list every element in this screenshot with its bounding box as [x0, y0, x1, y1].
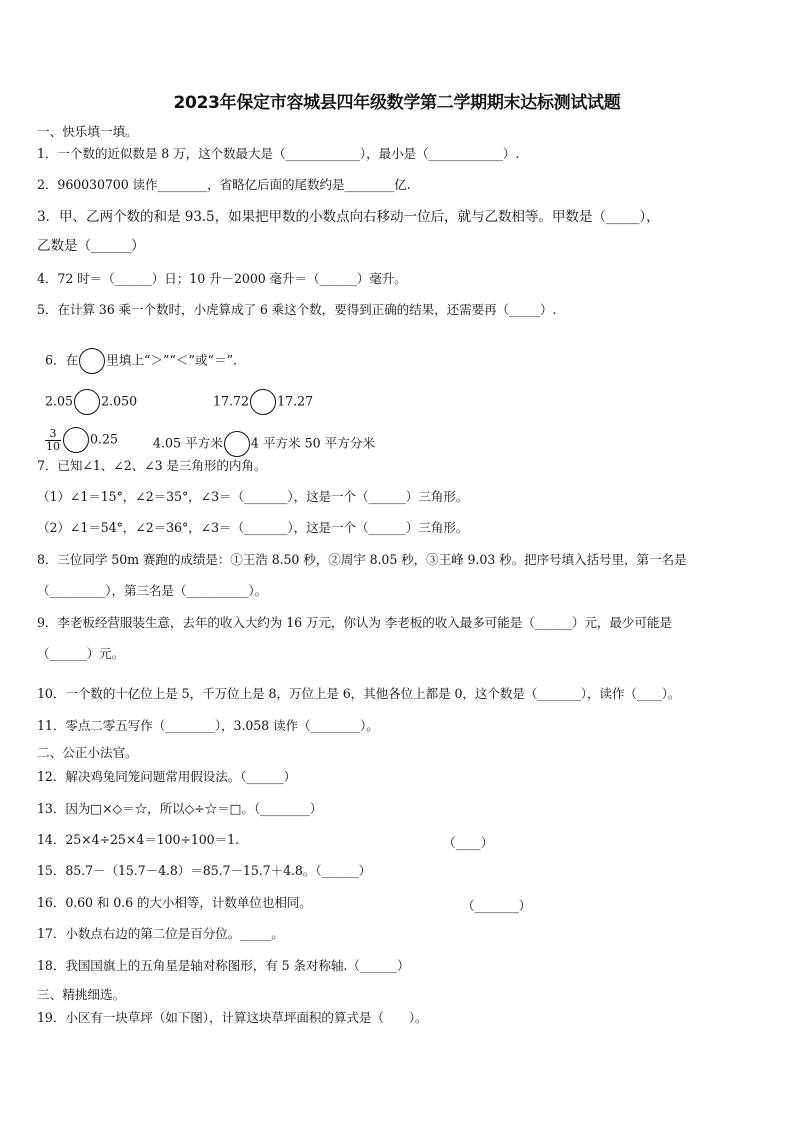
question-13: 13．因为□×◇＝☆，所以◇÷☆＝□。（________） [37, 801, 323, 816]
section-heading-choose: 三、精挑细选。 [37, 987, 126, 1002]
compare-item-3 [37, 412, 118, 453]
question-4: 4．72 时＝（______）日；10 升－2000 毫升＝（______）毫升。 [37, 271, 407, 286]
compare-circle[interactable] [224, 431, 250, 457]
compare-item-1 [37, 374, 137, 415]
question-17: 17．小数点右边的第二位是百分位。_____。 [37, 926, 284, 941]
question-14: 14．25×4÷25×4＝100÷100＝1. [37, 832, 239, 847]
section-heading-judge: 二、公正小法官。 [37, 745, 138, 760]
question-7: 7．已知∠1、∠2、∠3 是三角形的内角。 [37, 458, 267, 473]
question-8-line-1: 8．三位同学 50m 赛跑的成绩是：①王浩 8.50 秒，②周宇 8.05 秒，③王峰 9.03 秒。把序号填入括号里，第一名是 [37, 552, 687, 567]
section-heading-fill: 一、快乐填一填。 [37, 124, 138, 139]
question-6-instruction: 里填上“＞”“＜”或“＝”. [106, 352, 238, 368]
compare-right-value: 17.27 [277, 393, 314, 409]
question-16: 16．0.60 和 0.6 的大小相等，计数单位也相同。 [37, 895, 312, 910]
compare-circle[interactable] [63, 427, 89, 453]
question-15: 15．85.7－（15.7－4.8）＝85.7－15.7＋4.8。（______） [37, 863, 372, 878]
compare-right-value: 0.25 [90, 431, 119, 447]
compare-left-value: 17.72 [213, 393, 250, 409]
fraction [45, 428, 61, 453]
question-9-line-1: 9．李老板经营服装生意，去年的收入大约为 16 万元，你认为 李老板的收入最多可能是（______）元，最少可能是 [37, 615, 672, 630]
question-9-line-2: （______）元。 [37, 646, 125, 661]
compare-circle[interactable] [79, 348, 105, 374]
compare-left-value: 4.05 平方米 [153, 435, 223, 451]
question-8-line-2: （_________），第三名是（__________）。 [37, 583, 268, 598]
question-7-part-2: （2）∠1＝54°，∠2＝36°，∠3＝（_______），这是一个（______）三角形。 [37, 520, 469, 535]
question-3-line-1: 3．甲、乙两个数的和是 93.5，如果把甲数的小数点向右移动一位后，就与乙数相等。甲数是（_____）， [37, 209, 660, 225]
question-14-answer-blank[interactable]: （____） [443, 835, 494, 850]
compare-circle[interactable] [250, 389, 276, 415]
question-7-part-1: （1）∠1＝15°，∠2＝35°，∠3＝（_______），这是一个（______）三角形。 [37, 489, 469, 504]
question-5: 5．在计算 36 乘一个数时，小虎算成了 6 乘这个数，要得到正确的结果，还需要再（_____）. [37, 302, 557, 317]
compare-left-value: 2.05 [45, 393, 74, 409]
question-16-answer-blank[interactable]: （_______） [462, 898, 532, 913]
question-11: 11．零点二零五写作（________），3.058 读作（________）。 [37, 718, 379, 733]
fraction-numerator: 3 [45, 428, 61, 441]
question-1: 1．一个数的近似数是 8 万，这个数最大是（____________），最小是（____________）. [37, 146, 520, 161]
compare-right-value: 4 平方米 50 平方分米 [250, 435, 376, 451]
compare-item-4 [145, 416, 375, 457]
question-6 [37, 333, 237, 374]
compare-item-2 [205, 374, 313, 415]
fraction-denominator: 10 [46, 439, 61, 453]
question-19: 19．小区有一块草坪（如下图），计算这块草坪面积的算式是（ ）。 [37, 1010, 428, 1025]
page-title: 2023年保定市容城县四年级数学第二学期期末达标测试试题 [173, 93, 621, 113]
question-12: 12．解决鸡兔同笼问题常用假设法。（______） [37, 769, 297, 784]
compare-right-value: 2.050 [101, 393, 138, 409]
question-18: 18．我国国旗上的五角星是轴对称图形，有 5 条对称轴.（______） [37, 958, 410, 973]
question-2: 2．960030700 读作________，省略亿后面的尾数约是________亿. [37, 177, 411, 192]
question-3-line-2: 乙数是（______） [37, 238, 145, 254]
question-6-prefix: 6．在 [45, 352, 79, 368]
question-10: 10．一个数的十亿位上是 5，千万位上是 8，万位上是 6，其他各位上都是 0，这个数是（_______），读作（____）。 [37, 686, 681, 701]
